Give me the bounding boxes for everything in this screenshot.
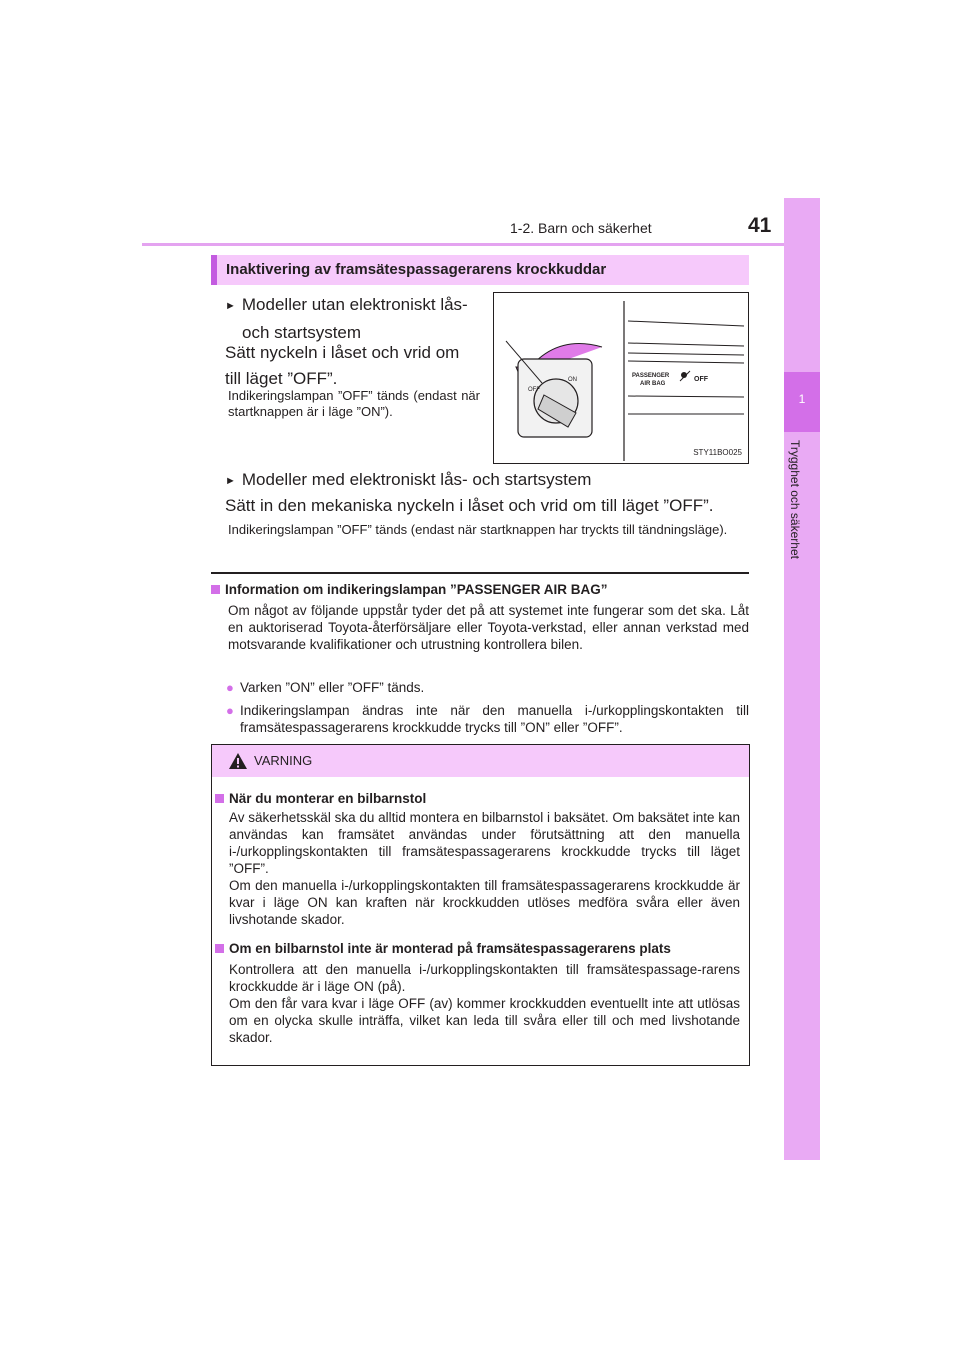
square-bullet-icon — [211, 585, 220, 594]
models-with-instruction: Sätt in den mekaniska nyckeln i låset och vrid om till läget ”OFF”. — [225, 496, 714, 515]
info-body: Om något av följande uppstår tyder det på att systemet inte fungerar som det ska. Låt en auktoriserad Toyota-återförsäljare eller Toyota-verkstad, eller annan verkstad med motsvarande kvalifikationer och utrustning kontrollera bilen. — [228, 603, 749, 652]
list-item — [226, 679, 749, 696]
models-with-heading — [225, 468, 750, 494]
models-without-note: Indikeringslampan ”OFF” tänds (endast när startknappen är i läge ”ON”). — [228, 388, 480, 419]
warning-item-2-body: Kontrollera att den manuella i-/urkopplingskontakten till framsätespassage-rarens krockkudde är i läge ON (på). — [229, 962, 740, 994]
triangle-bullet-icon: ► — [225, 300, 236, 312]
lamp-text-passenger: PASSENGER — [632, 373, 670, 379]
models-without-heading — [225, 292, 480, 346]
info-bullet-1: Varken ”ON” eller ”OFF” tänds. — [240, 680, 425, 695]
chapter-number-tab — [784, 372, 820, 432]
warning-item-1-title: När du monterar en bilbarnstol — [229, 791, 427, 806]
models-with-note: Indikeringslampan ”OFF” tänds (endast när startknappen har tryckts till tändningsläge). — [228, 522, 728, 537]
section-divider — [211, 572, 749, 574]
warning-item-title — [215, 940, 671, 957]
triangle-bullet-icon: ► — [225, 475, 236, 487]
airbag-switch-illustration — [494, 293, 748, 463]
warning-header — [212, 745, 749, 777]
chapter-side-tab — [784, 198, 820, 1160]
models-without-instruction: Sätt nyckeln i låset och vrid om till läget ”OFF”. — [225, 343, 460, 388]
airbag-off-icon — [680, 371, 690, 381]
section-title: Inaktivering av framsätespassagerarens krockkuddar — [226, 261, 607, 278]
lamp-text-off: OFF — [694, 376, 708, 383]
airbag-switch-figure — [493, 292, 749, 464]
section-title-bar — [211, 255, 749, 285]
models-without-heading-line1: Modeller utan elektroniskt lås- — [241, 295, 468, 314]
square-bullet-icon — [215, 794, 224, 803]
page-number: 41 — [748, 214, 772, 237]
warning-item-title — [215, 790, 426, 807]
warning-item-1-body2: Om den manuella i-/urkopplingskontakten till framsätespassagerarens krockkudde är kvar i läge ON kan kraften när krockkudden utlöses medföra svåra eller även livshotande skador. — [229, 878, 740, 927]
bullet-dot-icon: ● — [226, 703, 234, 718]
list-item — [226, 702, 749, 736]
warning-item-2-body2: Om den får vara kvar i läge OFF (av) kommer krockkudden eventuellt inte att utlösas om en olycka skulle inträffa, vilket kan leda till svåra eller till och med livshotande skador. — [229, 996, 740, 1045]
bullet-dot-icon: ● — [226, 680, 234, 695]
warning-item-1-body: Av säkerhetsskäl ska du alltid montera en bilbarnstol i baksätet. Om baksätet inte kan användas kan framsätet användas under förutsättning att den manuella i-/urkopplingskontakten till framsätespassagerarens krockkudde trycks till läget ”OFF”. — [229, 810, 740, 876]
figure-code: STY11BO025 — [693, 448, 742, 457]
lamp-text-airbag: AIR BAG — [640, 381, 666, 387]
switch-label-off: OFF — [528, 387, 540, 393]
switch-label-on: ON — [568, 377, 577, 383]
models-without-heading-line2: och startsystem — [242, 323, 362, 342]
warning-item-2-title: Om en bilbarnstol inte är monterad på framsätespassagerarens plats — [229, 941, 671, 956]
header-section-title: 1-2. Barn och säkerhet — [510, 220, 652, 236]
info-bullet-2: Indikeringslampan ändras inte när den manuella i-/urkopplingskontakten till framsätespassagerarens krockkudde trycks till ”ON” eller ”OFF”. — [240, 703, 749, 735]
warning-label: VARNING — [254, 753, 313, 768]
info-heading — [211, 582, 608, 597]
models-with-heading-text: Modeller med elektroniskt lås- och startsystem — [241, 470, 592, 489]
chapter-title: Trygghet och säkerhet — [788, 440, 802, 559]
header-rule — [142, 243, 818, 246]
square-bullet-icon — [215, 944, 224, 953]
info-title: Information om indikeringslampan ”PASSENGER AIR BAG” — [225, 582, 608, 597]
warning-box — [211, 744, 750, 1066]
warning-triangle-icon — [228, 752, 248, 770]
section-title-accent — [211, 255, 217, 285]
chapter-number: 1 — [798, 392, 806, 406]
